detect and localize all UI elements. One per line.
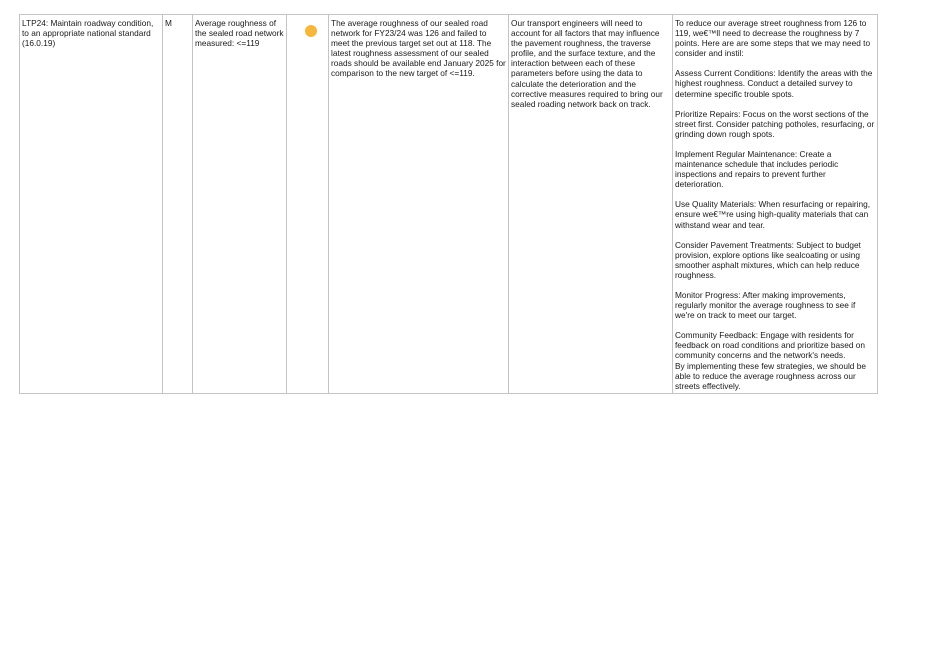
action-assess: Assess Current Conditions: Identify the areas with the highest roughness. Conduct a detailed survey to determine specific trouble spots. [675,68,873,99]
action-materials: Use Quality Materials: When resurfacing or repairing, ensure we€™re using high-quality materials that can withstand wear and tear. [675,199,871,230]
actions-conclusion: By implementing these few strategies, we should be able to reduce the average roughness across our streets effectively. [675,360,866,391]
result-text: The average roughness of our sealed road network for FY23/24 was 126 and failed to meet the previous target set out at 118. The latest roughness assessment of our sealed roads should be available end January 2025 for comparison to the new target of <=119. [331,18,506,79]
target-cell [193,15,287,394]
action-feedback: Community Feedback: Engage with residents for feedback on road conditions and prioritize based on community concerns and the network's needs. [675,330,866,361]
action-treatments: Consider Pavement Treatments: Subject to budget provision, explore options like sealcoating or using smoother asphalt mixtures, which can help reduce roughness. [675,239,861,280]
measure-type-text: M [165,18,172,28]
table-row [20,15,878,394]
performance-table [19,14,878,394]
status-cell [287,15,329,394]
action-monitor: Monitor Progress: After making improvements, regularly monitor the average roughness to see if we're on track to meet our target. [675,289,856,321]
result-cell [329,15,509,394]
type-cell [163,15,193,394]
action-prioritize: Prioritize Repairs: Focus on the worst sections of the street first. Consider patching potholes, resurfacing, or grinding down rough spots. [675,108,875,139]
measure-text: LTP24: Maintain roadway condition, to an appropriate national standard (16.0.19) [22,18,154,49]
commentary-cell [509,15,673,394]
action-maintenance: Implement Regular Maintenance: Create a maintenance schedule that includes periodic inspections and repairs to prevent further deterioration. [675,148,839,190]
actions-intro: To reduce our average street roughness from 126 to 119, we€™ll need to decrease the roughness by 7 points. Here are are some steps that we may need to consider and instil: [675,18,871,59]
commentary-text: Our transport engineers will need to account for all factors that may influence the pavement roughness, the traverse profile, and the surface texture, and the interaction between each of these parameters before using the data to calculate the deterioration and the corrective measures required to bring our sealed roading network back on track. [511,18,663,109]
actions-cell [673,15,878,394]
measure-cell [20,15,163,394]
status-indicator-icon [305,25,317,37]
target-text: Average roughness of the sealed road network measured: <=119 [195,18,284,49]
